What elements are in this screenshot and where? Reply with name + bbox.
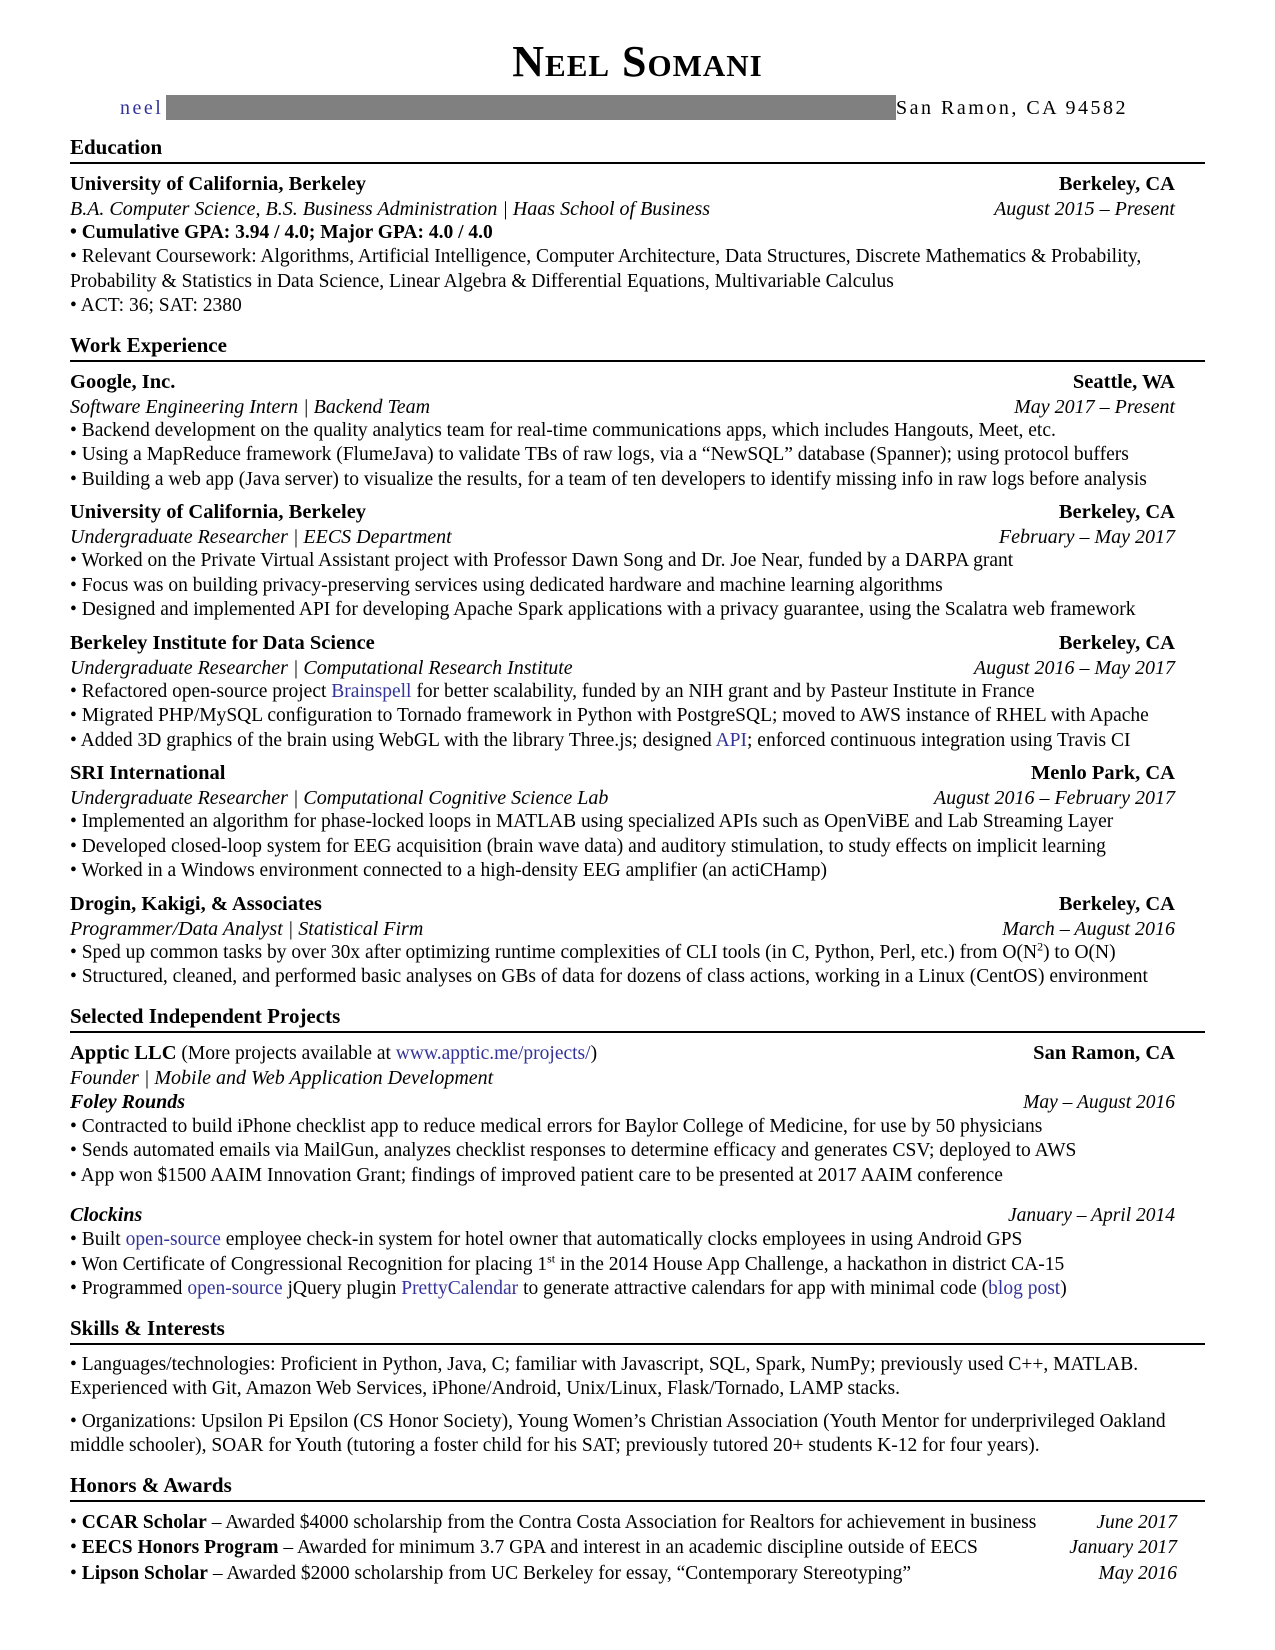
role-title: Undergraduate Researcher | Computational Cognitive Science Lab [70, 787, 609, 810]
bullet-item: • Sends automated emails via MailGun, analyzes checklist responses to determine efficacy and generates CSV; deployed to AWS [70, 1139, 1205, 1164]
honor-date: May 2016 [1098, 1562, 1177, 1584]
entry-dates: August 2015 – Present [994, 197, 1175, 220]
honor-text [70, 1510, 1036, 1536]
project-dates: January – April 2014 [1007, 1205, 1175, 1227]
role-title: Founder | Mobile and Web Application Development [70, 1066, 494, 1089]
bullet-text: ; enforced continuous integration using Travis CI [747, 729, 1131, 751]
entry-head-row [70, 500, 1205, 525]
bullet-list [70, 941, 1205, 990]
bullet-text: jQuery plugin [282, 1278, 402, 1300]
honor-row [70, 1561, 1205, 1587]
bullet-text: ) to O(N) [1043, 941, 1116, 963]
org-location: Berkeley, CA [1058, 501, 1175, 524]
entry-head-row [70, 761, 1205, 786]
entry-dates: February – May 2017 [998, 526, 1175, 549]
honor-name: EECS Honors Program [81, 1537, 279, 1559]
honor-name: Lipson Scholar [81, 1562, 208, 1584]
brainspell-link[interactable]: Brainspell [331, 680, 412, 702]
role-title: Undergraduate Researcher | Computational Research Institute [70, 656, 573, 679]
skills-organizations: • Organizations: Upsilon Pi Epsilon (CS Honor Society), Young Women’s Christian Association (Youth Mentor for underprivileged Oakland middle schooler), SOAR for Youth (tutoring a foster child for his SAT; previously tutored 20+ students K-12 for four years). [70, 1410, 1205, 1459]
skills-languages: • Languages/technologies: Proficient in Python, Java, C; familiar with Javascript, SQL, Spark, NumPy; previously used C++, MATLAB. Experienced with Git, Amazon Web Services, iPhone/Android, Unix/Linux, Flask/Tornado, LAMP stacks. [70, 1353, 1205, 1402]
entry-sub-row [70, 656, 1205, 680]
project-title: Foley Rounds [70, 1090, 186, 1113]
section-skills [70, 1315, 1205, 1459]
org-location: San Ramon, CA [1033, 1041, 1175, 1064]
org-location: Seattle, WA [1072, 370, 1175, 393]
entry-sub-row [70, 525, 1205, 549]
project-entry-apptic [70, 1041, 1205, 1302]
bullet-text: ) [1060, 1278, 1067, 1300]
blog-post-link[interactable]: blog post [988, 1278, 1061, 1300]
entry-sub-row [70, 786, 1205, 810]
section-projects [70, 1003, 1205, 1302]
bullet-item: • Using a MapReduce framework (FlumeJava) to validate TBs of raw logs, via a “NewSQL” database (Spanner); using protocol buffers [70, 443, 1205, 468]
section-heading: Education [70, 134, 1205, 164]
open-source-link[interactable]: open-source [125, 1229, 221, 1251]
bullet-list [70, 549, 1205, 623]
entry-head-row [70, 1041, 1205, 1066]
email-username-link[interactable]: neel [120, 96, 164, 119]
bullet-text: to generate attractive calendars for app with minimal code ( [518, 1278, 989, 1300]
bullet-item: • Designed and implemented API for developing Apache Spark applications with a privacy guarantee, using the Scalatra web framework [70, 598, 1205, 623]
work-entry-google [70, 370, 1205, 493]
work-entry-ucb-research [70, 500, 1205, 623]
bullet-item: • App won $1500 AAIM Innovation Grant; findings of improved patient care to be presented at 2017 AAIM conference [70, 1164, 1205, 1189]
entry-sub-row [70, 1066, 1205, 1090]
bullet-item: • Cumulative GPA: 3.94 / 4.0; Major GPA: 4.0 / 4.0 [70, 221, 1205, 246]
honor-desc: – Awarded $4000 scholarship from the Contra Costa Association for Realtors for achievement in business [206, 1511, 1037, 1533]
section-heading: Selected Independent Projects [70, 1003, 1205, 1033]
entry-dates: August 2016 – May 2017 [973, 656, 1175, 679]
bullet-text: employee check-in system for hotel owner that automatically clocks employees in using Android GPS [220, 1229, 1023, 1251]
role-title: Software Engineering Intern | Backend Team [70, 395, 431, 418]
bullet-item [70, 941, 1205, 966]
org-location: Menlo Park, CA [1030, 762, 1175, 785]
bullet-item [70, 1253, 1205, 1278]
section-heading: Work Experience [70, 332, 1205, 362]
bullet-text: for better scalability, funded by an NIH grant and by Pasteur Institute in France [411, 680, 1035, 702]
bullet-item: • Migrated PHP/MySQL configuration to Tornado framework in Python with PostgreSQL; moved to AWS instance of RHEL with Apache [70, 704, 1205, 729]
section-heading: Skills & Interests [70, 1315, 1205, 1345]
section-work-experience [70, 332, 1205, 990]
org-location: Berkeley, CA [1058, 631, 1175, 654]
education-entry [70, 172, 1205, 319]
bullet-list [70, 221, 1205, 319]
honor-row [70, 1510, 1205, 1536]
bullet-text: Refactored open-source project [81, 680, 332, 702]
contact-row [120, 95, 1128, 121]
bullet-text: Won Certificate of Congressional Recognition for placing 1 [81, 1253, 548, 1275]
bullet-item: • Building a web app (Java server) to visualize the results, for a team of ten developers to identify missing info in raw logs before analysis [70, 468, 1205, 493]
org-line [70, 1041, 597, 1066]
project-dates: May – August 2016 [1023, 1091, 1175, 1113]
honor-text [70, 1561, 911, 1587]
page-title: Neel Somani [512, 37, 763, 86]
org-name: Berkeley Institute for Data Science [70, 631, 375, 654]
entry-head-row [70, 892, 1205, 917]
entry-sub-row [70, 197, 1205, 221]
work-entry-bids [70, 631, 1205, 754]
project-title-row [70, 1203, 1205, 1228]
bullet-list [70, 1228, 1205, 1302]
role-title: B.A. Computer Science, B.S. Business Administration | Haas School of Business [70, 197, 711, 220]
role-title: Programmer/Data Analyst | Statistical Firm [70, 917, 424, 940]
role-title: Undergraduate Researcher | EECS Department [70, 526, 452, 549]
bullet-item: • Developed closed-loop system for EEG acquisition (brain wave data) and auditory stimulation, to study effects on implicit learning [70, 835, 1205, 860]
bullet-item: • Focus was on building privacy-preserving services using dedicated hardware and machine learning algorithms [70, 574, 1205, 599]
api-link[interactable]: API [715, 729, 747, 751]
bullet-list [70, 680, 1205, 754]
bullet-item [70, 1277, 1205, 1302]
project-title-row [70, 1090, 1205, 1115]
org-name: Drogin, Kakigi, & Associates [70, 892, 322, 915]
project-clockins [70, 1203, 1205, 1302]
section-heading: Honors & Awards [70, 1472, 1205, 1502]
entry-head-row [70, 631, 1205, 656]
honors-list [70, 1510, 1205, 1587]
org-note: (More projects available at [176, 1042, 396, 1064]
bullet-item: • Implemented an algorithm for phase-locked loops in MATLAB using specialized APIs such as OpenViBE and Lab Streaming Layer [70, 810, 1205, 835]
bullet-item: • Structured, cleaned, and performed basic analyses on GBs of data for dozens of class actions, working in a Linux (CentOS) environment [70, 965, 1205, 990]
org-location: Berkeley, CA [1058, 892, 1175, 915]
bullet-item [70, 1228, 1205, 1253]
prettycalendar-link[interactable]: PrettyCalendar [401, 1278, 519, 1300]
entry-head-row [70, 172, 1205, 197]
bullet-text: in the 2014 House App Challenge, a hackathon in district CA-15 [555, 1253, 1065, 1275]
bullet-item: • Worked in a Windows environment connected to a high-density EEG amplifier (an actiCHamp) [70, 859, 1205, 884]
project-title: Clockins [70, 1204, 143, 1227]
bullet-item: • ACT: 36; SAT: 2380 [70, 294, 1205, 319]
bullet-item: • Backend development on the quality analytics team for real-time communications apps, which includes Hangouts, Meet, etc. [70, 419, 1205, 444]
superscript: 2 [1037, 939, 1044, 954]
org-name: SRI International [70, 762, 226, 785]
honor-row [70, 1535, 1205, 1561]
honor-desc: – Awarded $2000 scholarship from UC Berkeley for essay, “Contemporary Stereotyping” [207, 1562, 912, 1584]
entry-sub-row [70, 917, 1205, 941]
org-name: Apptic LLC [70, 1041, 177, 1064]
honor-desc: – Awarded for minimum 3.7 GPA and interest in an academic discipline outside of EECS [278, 1537, 978, 1559]
bullet-text: Programmed [81, 1278, 188, 1300]
bullet-item [70, 680, 1205, 705]
honor-name: CCAR Scholar [81, 1511, 207, 1533]
section-honors [70, 1472, 1205, 1587]
bullet-text: Added 3D graphics of the brain using WebGL with the library Three.js; designed [80, 729, 716, 751]
bullet-list [70, 810, 1205, 884]
honor-date: June 2017 [1096, 1511, 1177, 1533]
entry-dates: August 2016 – February 2017 [933, 787, 1175, 810]
entry-sub-row [70, 395, 1205, 419]
open-source-link[interactable]: open-source [187, 1278, 283, 1300]
org-note: ) [590, 1042, 598, 1064]
superscript: st [547, 1251, 556, 1266]
work-entry-drogin [70, 892, 1205, 990]
org-location: Berkeley, CA [1058, 172, 1175, 195]
bullet-item: • Relevant Coursework: Algorithms, Artificial Intelligence, Computer Architecture, Data Structures, Discrete Mathematics & Probability, Probability & Statistics in Data Science, Linear Algebra & Differential Equations, Multivariable Calculus [70, 245, 1205, 294]
honor-date: January 2017 [1069, 1537, 1177, 1559]
project-foley-rounds [70, 1090, 1205, 1189]
honor-text [70, 1535, 978, 1561]
entry-head-row [70, 370, 1205, 395]
bullet-item [70, 729, 1205, 754]
work-entry-sri [70, 761, 1205, 884]
bullet-item: • Contracted to build iPhone checklist app to reduce medical errors for Baylor College of Medicine, for use by 50 physicians [70, 1115, 1205, 1140]
bullet-text: Sped up common tasks by over 30x after optimizing runtime complexities of CLI tools (in C, Python, Perl, etc.) from O(N [81, 941, 1038, 963]
apptic-projects-link[interactable]: www.apptic.me/projects/ [395, 1042, 591, 1064]
section-education [70, 134, 1205, 319]
bullet-list [70, 1115, 1205, 1189]
org-name: Google, Inc. [70, 370, 176, 393]
bullet-item: • Worked on the Private Virtual Assistant project with Professor Dawn Song and Dr. Joe Near, funded by a DARPA grant [70, 549, 1205, 574]
entry-dates: March – August 2016 [1002, 917, 1175, 940]
org-name: University of California, Berkeley [70, 172, 367, 195]
entry-dates: May 2017 – Present [1014, 395, 1175, 418]
contact-address: San Ramon, CA 94582 [896, 96, 1128, 119]
bullet-list [70, 419, 1205, 493]
org-name: University of California, Berkeley [70, 501, 367, 524]
redacted-contact-bar [166, 95, 896, 120]
bullet-text: Built [81, 1229, 126, 1251]
